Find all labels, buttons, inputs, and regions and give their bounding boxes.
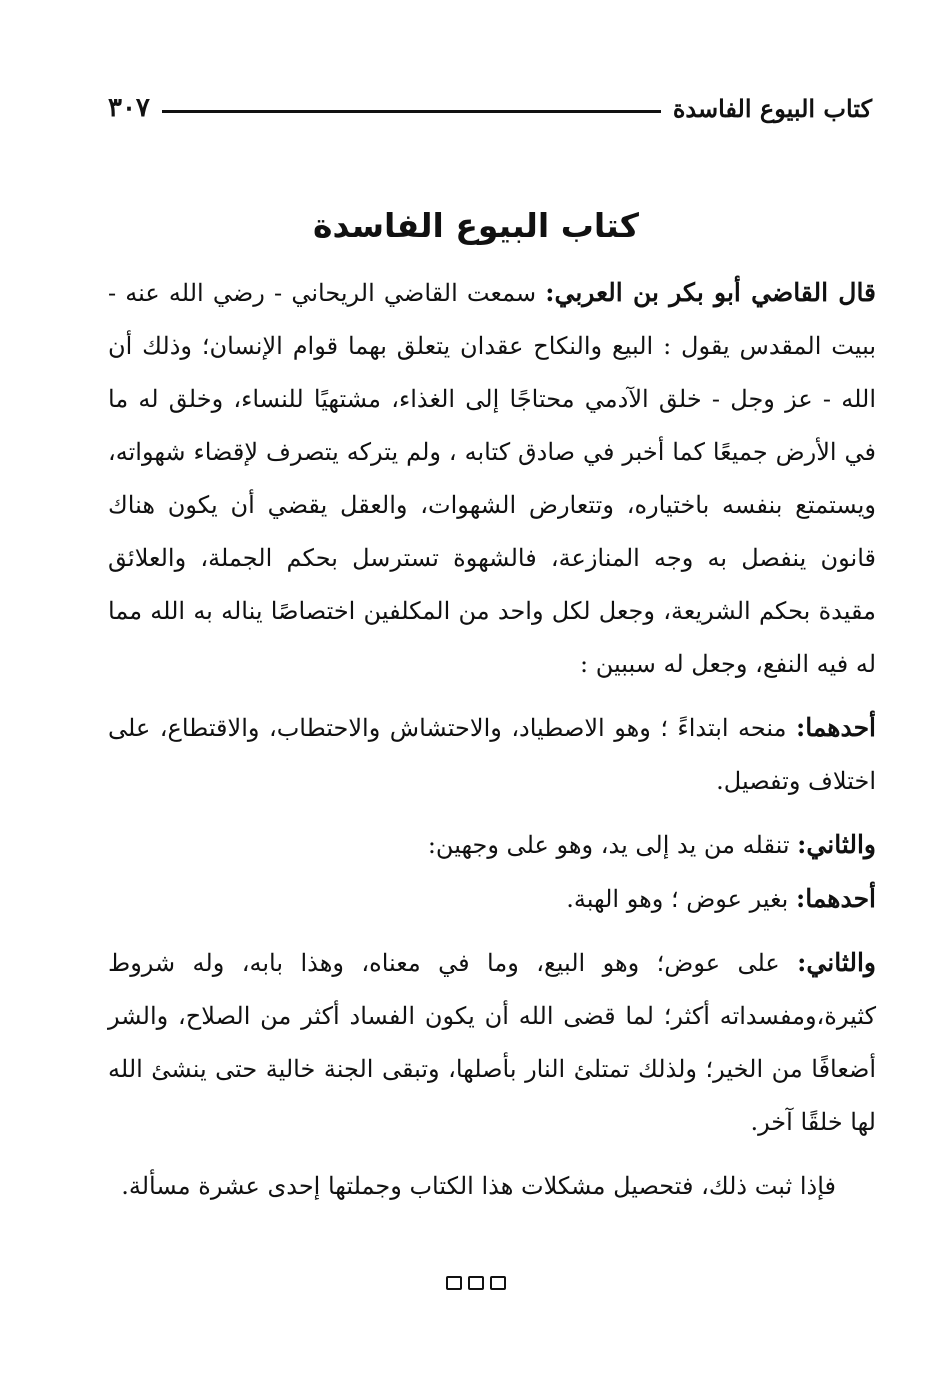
paragraph-text: بغير عوض ؛ وهو الهبة. — [566, 885, 796, 913]
paragraph-lead: أحدهما: — [795, 713, 876, 742]
paragraph-lead: أحدهما: — [795, 884, 876, 913]
ornament-square-icon — [446, 1276, 462, 1290]
paragraph-text: فإذا ثبت ذلك، فتحصيل مشكلات هذا الكتاب وجملتها إحدى عشرة مسألة. — [121, 1172, 836, 1200]
paragraph-text: منحه ابتداءً ؛ وهو الاصطياد، والاحتشاش والاحتطاب، والاقتطاع، على اختلاف وتفصيل. — [108, 714, 876, 795]
ornament-square-icon — [468, 1276, 484, 1290]
ornament-square-icon — [490, 1276, 506, 1290]
paragraph — [108, 936, 876, 1149]
paragraph — [108, 266, 876, 691]
paragraph-text: على عوض؛ وهو البيع، وما في معناه، وهذا بابه، وله شروط كثيرة،ومفسداته أكثر؛ لما قضى الله أن يكون الفساد أكثر من الصلاح، والشر أضعافًا من الخير؛ ولذلك تمتلئ النار بأصلها، وتبقى الجنة خالية حتى ينشئ الله لها خلقًا آخر. — [108, 949, 876, 1136]
paragraph — [108, 1159, 876, 1213]
paragraph-lead: والثاني: — [797, 830, 876, 859]
paragraph-lead: والثاني: — [797, 948, 876, 977]
paragraph-lead: قال القاضي أبو بكر بن العربي: — [545, 278, 877, 307]
paragraph-text: تنقله من يد إلى يد، وهو على وجهين: — [427, 831, 798, 859]
paragraph-text: سمعت القاضي الريحاني - رضي الله عنه - ببيت المقدس يقول : البيع والنكاح عقدان يتعلق بهما قوام الإنسان؛ وذلك أن الله - عز وجل - خلق الآدمي محتاجًا إلى الغذاء، مشتهيًا للنساء، وخلق له ما في الأرض جميعًا كما أخبر في صادق كتابه ، ولم يتركه يتصرف لإقضاء شهواته، ويستمتع بنفسه باختياره، وتتعارض الشهوات، والعقل يقضي أن يكون هناك قانون ينفصل به وجه المنازعة، فالشهوة تسترسل بحكم الجملة، والعلائق مقيدة بحكم الشريعة، وجعل لكل واحد من المكلفين اختصاصًا يناله به الله مما له فيه النفع، وجعل له سببين : — [108, 279, 876, 678]
header-rule — [162, 110, 661, 113]
chapter-title: كتاب البيوع الفاسدة — [313, 206, 639, 245]
running-head-title: كتاب البيوع الفاسدة — [672, 93, 872, 123]
paragraph — [108, 701, 876, 808]
running-header — [108, 88, 872, 128]
paragraph — [108, 818, 876, 872]
page-number: ٣٠٧ — [108, 93, 150, 123]
section-end-ornament — [0, 1276, 952, 1290]
body-text — [108, 266, 876, 1213]
paragraph — [108, 872, 876, 926]
